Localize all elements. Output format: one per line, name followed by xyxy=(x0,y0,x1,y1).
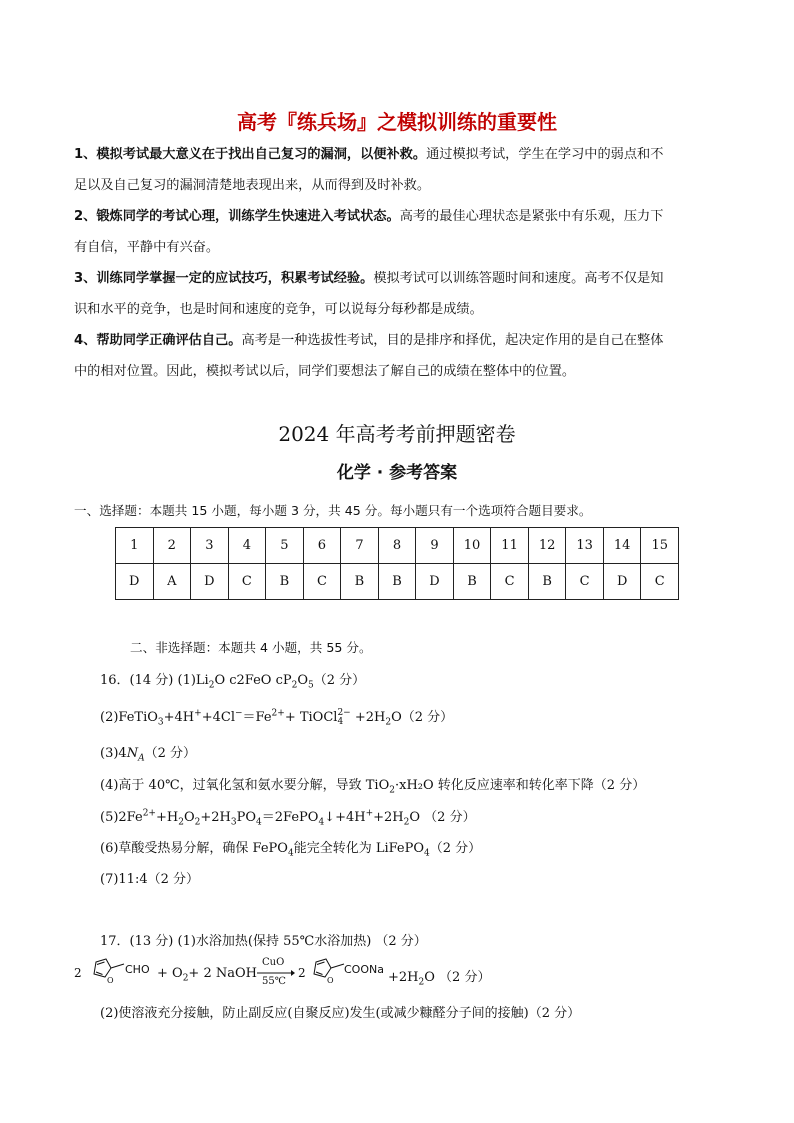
paragraph-2-lead: 2、锻炼同学的考试心理，训练学生快速进入考试状态。 xyxy=(74,209,400,224)
q16-a5-sub: 3 xyxy=(230,817,237,828)
reagents xyxy=(157,966,257,984)
intro-paragraph-3 xyxy=(74,263,663,325)
exam-subtitle: 化学 · 参考答案 xyxy=(336,463,458,483)
section-2-heading: 二、非选择题：本题共 4 小题，共 55 分。 xyxy=(130,640,372,655)
q16-a2-text: +4H xyxy=(163,710,195,725)
answer-number: 10 xyxy=(453,528,491,564)
q16-a3-italic: N xyxy=(126,746,139,761)
q16-a6-text: (6)草酸受热易分解，确保 FePO xyxy=(100,841,288,856)
answer-letter: D xyxy=(603,564,641,600)
q16-a1-sub: 5 xyxy=(308,680,314,691)
q16-a5-sub: 2 xyxy=(194,817,201,828)
answer-letter: D xyxy=(191,564,229,600)
q16-a2-sup: 2+ xyxy=(271,708,285,719)
answer-letter: B xyxy=(341,564,379,600)
exam-title: 2024 年高考考前押题密卷 xyxy=(278,422,516,446)
q17-coef-2: 2 xyxy=(298,966,306,980)
answer-number: 7 xyxy=(341,528,379,564)
intro-paragraph-1 xyxy=(74,139,663,201)
q16-answer-6 xyxy=(100,837,481,859)
answer-letter: C xyxy=(566,564,604,600)
q16-a6-sub: 4 xyxy=(424,848,430,859)
paragraph-1-line-2: 足以及自己复习的漏洞清楚地表现出来，从而得到及时补救。 xyxy=(74,178,431,193)
q16-a5-sub: 2 xyxy=(178,817,184,828)
q16-a5-text: O xyxy=(183,810,195,825)
answer-letter: D xyxy=(416,564,454,600)
reagent-sub: 2 xyxy=(182,973,189,984)
q16-a4-text: ·xH₂O 转化反应速率和转化率下降（2 分） xyxy=(395,778,646,793)
q16-a4-sub: 2 xyxy=(389,785,395,796)
product-text: O （2 分） xyxy=(424,970,491,985)
intro-paragraph-2 xyxy=(74,201,663,263)
q16-a5-text: +H xyxy=(155,810,179,825)
q16-answer-4 xyxy=(100,774,645,796)
q16-a2-sup: 2− xyxy=(337,707,351,718)
answer-number: 6 xyxy=(303,528,341,564)
q16-a6-text: 能完全转化为 LiFePO xyxy=(293,841,425,856)
answer-number: 15 xyxy=(641,528,679,564)
q16-a5-text: ↓+4H xyxy=(324,810,366,825)
reagent-text: + O xyxy=(157,966,183,981)
q16-a1-mid: O c2FeO cP xyxy=(214,673,292,688)
answer-number: 13 xyxy=(566,528,604,564)
q16-answer-2 xyxy=(100,706,453,728)
q16-answer-7: (7)11:4（2 分） xyxy=(100,872,200,887)
q17-answer-2: (2)使溶液充分接触，防止副反应(自聚反应)发生(或减少糠醛分子间的接触)（2 分） xyxy=(100,1006,581,1021)
q16-a5-text: +2H xyxy=(200,810,231,825)
q16-a5-text: (5)2Fe xyxy=(100,810,143,825)
q16-a2-sub: 3 xyxy=(157,717,164,728)
answer-letter: B xyxy=(378,564,416,600)
q16-a1-score: （2 分） xyxy=(313,673,366,688)
paragraph-3-line-1: 模拟考试可以训练答题时间和速度。高考不仅是知 xyxy=(373,271,664,286)
answer-number: 8 xyxy=(378,528,416,564)
q16-a2-text: + TiOCl xyxy=(284,710,338,725)
answer-number: 5 xyxy=(266,528,304,564)
products xyxy=(388,966,490,988)
q16-a5-text: O （2 分） xyxy=(409,810,476,825)
q16-a5-sub: 4 xyxy=(256,817,262,828)
answer-letter: B xyxy=(528,564,566,600)
paragraph-4-line-1: 高考是一种选拔性考试，目的是排序和择优，起决定作用的是自己在整体 xyxy=(241,333,664,348)
intro-paragraph-4 xyxy=(74,325,663,387)
q16-a5-sub: 4 xyxy=(318,817,325,828)
condition-label: 55℃ xyxy=(262,976,286,987)
paragraph-4-lead: 4、帮助同学正确评估自己。 xyxy=(74,333,242,348)
product-sub: 2 xyxy=(418,977,425,988)
q16-a5-sup: + xyxy=(365,808,374,819)
answer-number: 11 xyxy=(491,528,529,564)
intro-title: 高考『练兵场』之模拟训练的重要性 xyxy=(237,110,557,134)
q16-a2-sup: − xyxy=(234,708,243,719)
answer-letter: C xyxy=(303,564,341,600)
answer-letter: D xyxy=(116,564,154,600)
answer-number: 4 xyxy=(228,528,266,564)
section-1-heading: 一、选择题：本题共 15 小题，每小题 3 分，共 45 分。每小题只有一个选项符合题目要求。 xyxy=(74,503,592,518)
q16-a2-sup: + xyxy=(194,708,202,719)
q16-a1-sub: 2 xyxy=(291,680,298,691)
q16-a5-sup: 2+ xyxy=(142,808,156,819)
furan-ring-icon xyxy=(306,956,346,984)
q16-answer-5 xyxy=(100,806,476,828)
q16-a3-text: （2 分） xyxy=(144,746,196,761)
answer-number: 1 xyxy=(116,528,154,564)
furan-ring-icon xyxy=(86,956,126,984)
svg-text:O: O xyxy=(327,976,334,984)
q16-a2-text: O（2 分） xyxy=(391,710,454,725)
paragraph-2-line-1: 高考的最佳心理状态是紧张中有乐观，压力下 xyxy=(399,209,664,224)
svg-text:O: O xyxy=(107,976,114,984)
answer-number: 12 xyxy=(528,528,566,564)
answer-letter: B xyxy=(266,564,304,600)
answer-letter: B xyxy=(453,564,491,600)
q16-a2-sub: 4 xyxy=(337,716,344,727)
paragraph-1-line-1: 通过模拟考试，学生在学习中的弱点和不 xyxy=(426,147,664,162)
q16-a1-text: 16．(14 分) (1)Li xyxy=(100,673,209,688)
q16-a6-text: （2 分） xyxy=(429,841,482,856)
q16-a1-sub: 2 xyxy=(208,680,215,691)
answer-number: 9 xyxy=(416,528,454,564)
answer-table xyxy=(115,527,679,600)
reagent-text: + 2 NaOH xyxy=(188,966,257,981)
answer-number: 3 xyxy=(191,528,229,564)
coona-group: COONa xyxy=(344,963,384,976)
answer-letter: C xyxy=(641,564,679,600)
paragraph-2-line-2: 有自信，平静中有兴奋。 xyxy=(74,240,220,255)
q16-a5-text: +2H xyxy=(373,810,404,825)
catalyst-label: CuO xyxy=(262,957,285,968)
q16-a3-sub: A xyxy=(138,753,145,764)
paragraph-1-lead: 1、模拟考试最大意义在于找出自己复习的漏洞，以便补救。 xyxy=(74,147,427,162)
paragraph-4-line-2: 中的相对位置。因此，模拟考试以后，同学们要想法了解自己的成绩在整体中的位置。 xyxy=(74,364,576,379)
answer-number: 14 xyxy=(603,528,641,564)
q16-a2-text: +4Cl xyxy=(201,710,235,725)
q16-a2-sub: 2 xyxy=(385,717,392,728)
q16-a5-sub: 2 xyxy=(403,817,410,828)
answer-letter: A xyxy=(153,564,191,600)
q16-a2-text: +2H xyxy=(350,710,386,725)
answer-letter: C xyxy=(491,564,529,600)
q16-answer-1 xyxy=(100,669,365,691)
q16-a3-text: (3)4 xyxy=(100,746,127,761)
paragraph-3-line-2: 识和水平的竞争，也是时间和速度的竞争，可以说每分每秒都是成绩。 xyxy=(74,302,483,317)
answer-letter-row xyxy=(116,564,679,600)
q16-a5-text: ＝2FePO xyxy=(261,810,319,825)
q16-a1-text: O xyxy=(297,673,309,688)
q16-a2-text: (2)FeTiO xyxy=(100,710,158,725)
q16-a2-text: ＝Fe xyxy=(242,710,272,725)
answer-number: 2 xyxy=(153,528,191,564)
paragraph-3-lead: 3、训练同学掌握一定的应试技巧，积累考试经验。 xyxy=(74,271,374,286)
q17-coef-1: 2 xyxy=(74,966,82,980)
q16-a5-text: PO xyxy=(236,810,257,825)
q16-a6-sub: 4 xyxy=(287,848,294,859)
q16-answer-3 xyxy=(100,742,196,764)
q17-answer-1: 17．(13 分) (1)水浴加热(保持 55℃水浴加热) （2 分） xyxy=(100,934,427,949)
product-text: +2H xyxy=(388,970,419,985)
cho-group: CHO xyxy=(125,963,150,976)
answer-letter: C xyxy=(228,564,266,600)
answer-number-row xyxy=(116,528,679,564)
q16-a4-text: (4)高于 40℃，过氧化氢和氨水要分解，导致 TiO xyxy=(100,778,390,793)
